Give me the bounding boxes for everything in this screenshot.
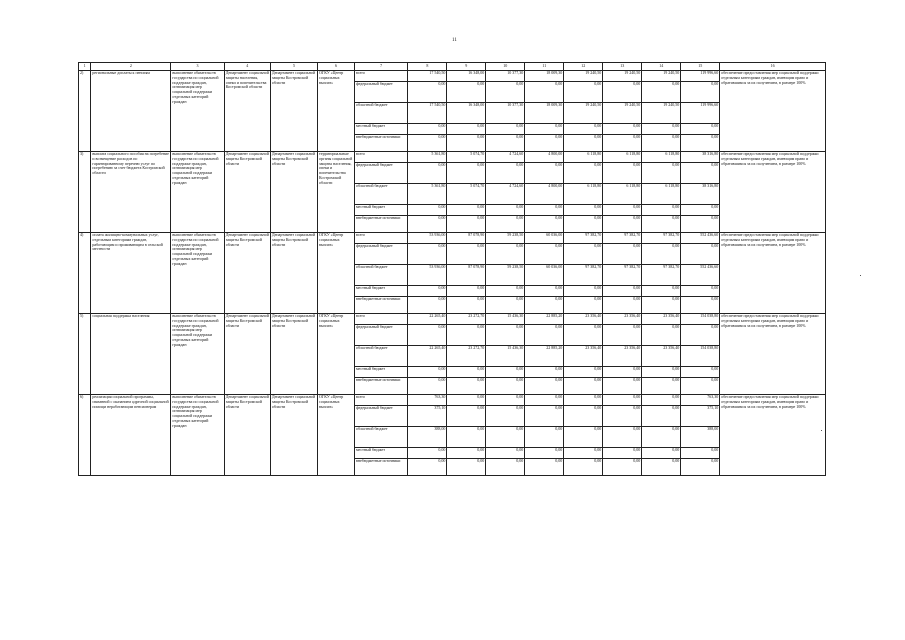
funding-value: 87 078,90 (447, 233, 486, 244)
funding-value: 0,00 (564, 244, 603, 265)
funding-value: 0,00 (447, 448, 486, 459)
funding-value: 0,00 (642, 163, 681, 184)
funding-value: 6 118,80 (603, 184, 642, 205)
table-row (79, 395, 826, 406)
funding-value: 22 265,40 (408, 346, 447, 367)
funding-value: 0,00 (525, 448, 564, 459)
funding-value: 552 436,60 (681, 265, 720, 286)
funding-value: 59 238,50 (486, 233, 525, 244)
funding-source-label: областной бюджет (354, 427, 407, 448)
funding-value: 23 356,40 (642, 314, 681, 325)
funding-value: 0,00 (681, 135, 720, 152)
expected-result: обеспечение предоставления мер социальной поддержки отдельным категориям граждан, имеющим право и обратившимся за их получением, в размере 100% (720, 233, 826, 314)
measure-task: выполнение обязательств государства по социальной поддержке граждан, оптимизация мер социальной поддержки отдельных категорий граждан (171, 152, 224, 233)
column-number: 1 (79, 63, 91, 71)
funding-value: 0,00 (564, 395, 603, 406)
column-number: 11 (525, 63, 564, 71)
funding-value: 6 118,80 (642, 152, 681, 163)
co-executor: Департамент социальной защиты Костромской области (270, 395, 317, 476)
funding-source-label: федеральный бюджет (354, 325, 407, 346)
table-row (79, 233, 826, 244)
funding-value: 0,00 (486, 135, 525, 152)
funding-source-label: областной бюджет (354, 265, 407, 286)
row-number: 4) (79, 233, 91, 314)
funding-value: 0,00 (603, 406, 642, 427)
measure-task: выполнение обязательств государства по социальной поддержке граждан, оптимизация мер социальной поддержки отдельных категорий граждан (171, 233, 224, 314)
funding-value: 375,10 (408, 406, 447, 427)
funding-value: 0,00 (525, 459, 564, 476)
funding-source-label: внебюджетные источники (354, 297, 407, 314)
funding-value: 0,00 (642, 427, 681, 448)
funding-value: 0,00 (564, 163, 603, 184)
column-number: 7 (354, 63, 407, 71)
funding-value: 0,00 (486, 395, 525, 406)
funding-source-label: областной бюджет (354, 346, 407, 367)
funding-value: 97 382,70 (603, 233, 642, 244)
funding-source-label: всего (354, 395, 407, 406)
funding-value: 19 240,50 (564, 71, 603, 82)
table-row (79, 71, 826, 82)
funding-value: 0,00 (681, 82, 720, 103)
funding-value: 0,00 (681, 297, 720, 314)
funding-source-label: всего (354, 233, 407, 244)
funding-value: 0,00 (564, 82, 603, 103)
funding-value: 0,00 (447, 297, 486, 314)
scan-speck (821, 430, 822, 431)
measure-name: выплата социального пособия на погребение и возмещение расходов по гарантированному перечню услуг по погребению за счет бюджета Костромской области (91, 152, 171, 233)
funding-value: 0,00 (447, 82, 486, 103)
funding-value: 0,00 (642, 378, 681, 395)
funding-value: 0,00 (447, 378, 486, 395)
funding-value: 97 382,70 (642, 233, 681, 244)
funding-value: 0,00 (642, 406, 681, 427)
funding-value: 19 240,50 (642, 71, 681, 82)
funding-value: 0,00 (564, 286, 603, 297)
funding-value: 0,00 (486, 163, 525, 184)
funding-value: 0,00 (408, 286, 447, 297)
funding-value: 0,00 (564, 459, 603, 476)
funding-value: 0,00 (408, 459, 447, 476)
funding-source-label: областной бюджет (354, 184, 407, 205)
funding-value: 154 038,80 (681, 314, 720, 325)
funding-value: 0,00 (603, 205, 642, 216)
funding-value: 0,00 (408, 124, 447, 135)
funding-value: 0,00 (642, 135, 681, 152)
funding-source-label: всего (354, 314, 407, 325)
funding-value: 119 996,60 (681, 103, 720, 124)
funding-source-label: внебюджетные источники (354, 135, 407, 152)
funding-value: 0,00 (564, 124, 603, 135)
funding-value: 0,00 (525, 244, 564, 265)
funding-value: 0,00 (603, 297, 642, 314)
funding-value: 0,00 (486, 124, 525, 135)
funding-value: 0,00 (642, 459, 681, 476)
column-number: 12 (564, 63, 603, 71)
funding-value: 0,00 (525, 395, 564, 406)
measure-task: выполнение обязательств государства по социальной поддержке граждан, оптимизация мер социальной поддержки отдельных категорий граждан (171, 71, 224, 152)
funding-value: 0,00 (603, 325, 642, 346)
funding-value: 23 356,40 (603, 314, 642, 325)
funding-value: 0,00 (486, 448, 525, 459)
column-number: 2 (91, 63, 171, 71)
funding-value: 0,00 (525, 378, 564, 395)
funding-value: 5 361,80 (408, 184, 447, 205)
funding-value: 60 036,00 (525, 233, 564, 244)
funding-value: 0,00 (603, 427, 642, 448)
funding-value: 0,00 (525, 135, 564, 152)
funding-value: 0,00 (642, 216, 681, 233)
funding-source-label: федеральный бюджет (354, 163, 407, 184)
funding-value: 154 038,80 (681, 346, 720, 367)
responsible-executor: Департамент социальной защиты Костромской области (224, 314, 270, 395)
funding-value: 0,00 (408, 135, 447, 152)
funding-value: 4 800,00 (525, 184, 564, 205)
funding-value: 763,30 (408, 395, 447, 406)
funding-value: 0,00 (564, 427, 603, 448)
funding-value: 388,00 (681, 427, 720, 448)
funding-value: 0,00 (564, 297, 603, 314)
funding-value: 0,00 (681, 325, 720, 346)
recipient: ОГКУ «Центр социальных выплат» (318, 314, 355, 395)
funding-value: 10 377,30 (486, 71, 525, 82)
funding-value: 6 118,80 (564, 152, 603, 163)
funding-value: 59 238,50 (486, 265, 525, 286)
program-table (78, 62, 826, 476)
funding-source-label: всего (354, 152, 407, 163)
column-number: 10 (486, 63, 525, 71)
funding-value: 0,00 (447, 325, 486, 346)
funding-value: 0,00 (408, 378, 447, 395)
funding-value: 0,00 (447, 205, 486, 216)
funding-value: 0,00 (447, 244, 486, 265)
funding-value: 0,00 (408, 82, 447, 103)
funding-value: 0,00 (681, 205, 720, 216)
funding-source-label: федеральный бюджет (354, 82, 407, 103)
funding-value: 0,00 (564, 448, 603, 459)
funding-source-label: федеральный бюджет (354, 244, 407, 265)
funding-value: 0,00 (408, 325, 447, 346)
expected-result: обеспечение предоставления мер социальной поддержки отдельным категориям граждан, имеющим право и обратившимся за их получением, в размере 100% (720, 395, 826, 476)
page-number: 11 (452, 38, 457, 43)
funding-value: 4 724,60 (486, 184, 525, 205)
funding-value: 0,00 (525, 286, 564, 297)
funding-value: 6 118,80 (603, 152, 642, 163)
funding-value: 18 009,30 (525, 103, 564, 124)
funding-value: 38 316,80 (681, 184, 720, 205)
recipient: ОГКУ «Центр социальных выплат» (318, 395, 355, 476)
funding-value: 0,00 (408, 205, 447, 216)
funding-value: 87 078,90 (447, 265, 486, 286)
funding-value: 0,00 (642, 325, 681, 346)
column-number: 8 (408, 63, 447, 71)
recipient: ОГКУ «Центр социальных выплат» (318, 71, 355, 152)
funding-value: 22 885,20 (525, 346, 564, 367)
funding-value: 4 800,00 (525, 152, 564, 163)
funding-value: 0,00 (564, 325, 603, 346)
measure-name: оплата жилищно-коммунальных услуг, отдельным категориям граждан, работающим и проживающим в сельской местности (91, 233, 171, 314)
funding-value: 0,00 (603, 82, 642, 103)
scan-speck (860, 275, 861, 276)
measure-task: выполнение обязательств государства по социальной поддержке граждан, оптимизация мер социальной поддержки отдельных категорий граждан (171, 314, 224, 395)
funding-value: 19 240,50 (603, 103, 642, 124)
funding-value: 0,00 (486, 427, 525, 448)
measure-name: реализация социальной программы, связанной с оказанием адресной социальной помощи неработающим пенсионерам (91, 395, 171, 476)
funding-value: 19 240,50 (642, 103, 681, 124)
column-number: 16 (720, 63, 826, 71)
funding-value: 0,00 (447, 135, 486, 152)
responsible-executor: Департамент социальной защиты Костромской области (224, 395, 270, 476)
funding-source-label: всего (354, 71, 407, 82)
funding-value: 23 356,40 (564, 314, 603, 325)
funding-value: 0,00 (603, 163, 642, 184)
funding-value: 6 118,80 (642, 184, 681, 205)
funding-value: 0,00 (681, 244, 720, 265)
measure-task: выполнение обязательств государства по социальной поддержке граждан, оптимизация мер социальной поддержки отдельных категорий граждан (171, 395, 224, 476)
funding-value: 97 382,70 (642, 265, 681, 286)
funding-value: 0,00 (525, 325, 564, 346)
funding-value: 0,00 (681, 367, 720, 378)
column-number: 5 (270, 63, 317, 71)
funding-value: 0,00 (525, 216, 564, 233)
funding-value: 22 265,40 (408, 314, 447, 325)
funding-value: 15 436,30 (486, 346, 525, 367)
funding-value: 0,00 (603, 135, 642, 152)
column-number: 6 (318, 63, 355, 71)
funding-value: 375,10 (681, 406, 720, 427)
funding-value: 0,00 (681, 378, 720, 395)
funding-value: 0,00 (447, 216, 486, 233)
responsible-executor: Департамент социальной защиты Костромской области (224, 233, 270, 314)
funding-value: 0,00 (408, 216, 447, 233)
funding-value: 0,00 (525, 205, 564, 216)
funding-source-label: местный бюджет (354, 286, 407, 297)
funding-value: 0,00 (603, 286, 642, 297)
column-number: 13 (603, 63, 642, 71)
funding-value: 0,00 (642, 205, 681, 216)
funding-value: 0,00 (486, 325, 525, 346)
funding-value: 0,00 (681, 163, 720, 184)
funding-value: 10 377,30 (486, 103, 525, 124)
funding-value: 0,00 (408, 367, 447, 378)
funding-value: 0,00 (408, 244, 447, 265)
funding-value: 0,00 (447, 395, 486, 406)
funding-value: 23 272,70 (447, 314, 486, 325)
co-executor: Департамент социальной защиты Костромской области (270, 233, 317, 314)
funding-value: 0,00 (681, 286, 720, 297)
funding-value: 0,00 (642, 82, 681, 103)
funding-value: 0,00 (447, 124, 486, 135)
funding-value: 0,00 (603, 367, 642, 378)
funding-value: 5 361,80 (408, 152, 447, 163)
funding-value: 23 356,40 (564, 346, 603, 367)
funding-value: 53 936,00 (408, 265, 447, 286)
funding-value: 17 540,50 (408, 71, 447, 82)
expected-result: обеспечение предоставления мер социальной поддержки отдельным категориям граждан, имеющим право и обратившимся за их получением, в размере 100% (720, 152, 826, 233)
funding-value: 0,00 (564, 406, 603, 427)
responsible-executor: Департамент социальной защиты Костромской области (224, 152, 270, 233)
funding-value: 0,00 (486, 378, 525, 395)
funding-value: 0,00 (603, 244, 642, 265)
funding-value: 0,00 (525, 367, 564, 378)
funding-value: 0,00 (603, 448, 642, 459)
funding-value: 0,00 (564, 205, 603, 216)
funding-value: 0,00 (408, 297, 447, 314)
expected-result: обеспечение предоставления мер социальной поддержки отдельным категориям граждан, имеющим право и обратившимся за их получением, в размере 100% (720, 71, 826, 152)
funding-value: 0,00 (486, 244, 525, 265)
funding-value: 0,00 (642, 297, 681, 314)
funding-value: 0,00 (681, 448, 720, 459)
recipient: территориальные органы социальной защиты населения, опеки и попечительства Костромской области (318, 152, 355, 233)
funding-value: 0,00 (525, 427, 564, 448)
funding-source-label: местный бюджет (354, 448, 407, 459)
funding-value: 0,00 (642, 124, 681, 135)
funding-source-label: внебюджетные источники (354, 378, 407, 395)
funding-value: 5 074,70 (447, 152, 486, 163)
funding-value: 19 240,50 (564, 103, 603, 124)
responsible-executor: Департамент социальной защиты населения, опеки и попечительства Костромской области (224, 71, 270, 152)
funding-source-label: внебюджетные источники (354, 216, 407, 233)
column-number: 15 (681, 63, 720, 71)
funding-value: 23 356,40 (642, 346, 681, 367)
funding-value: 0,00 (525, 406, 564, 427)
funding-source-label: внебюджетные источники (354, 459, 407, 476)
funding-value: 97 382,70 (564, 233, 603, 244)
funding-value: 0,00 (564, 367, 603, 378)
funding-value: 97 382,70 (564, 265, 603, 286)
funding-value: 6 118,80 (564, 184, 603, 205)
funding-value: 17 540,50 (408, 103, 447, 124)
co-executor: Департамент социальной защиты Костромской области (270, 152, 317, 233)
funding-value: 0,00 (408, 163, 447, 184)
funding-value: 0,00 (525, 124, 564, 135)
funding-value: 97 382,70 (603, 265, 642, 286)
funding-value: 15 436,30 (486, 314, 525, 325)
expected-result: обеспечение предоставления мер социальной поддержки отдельным категориям граждан, имеющим право и обратившимся за их получением, в размере 100% (720, 314, 826, 395)
funding-value: 0,00 (486, 459, 525, 476)
funding-value: 0,00 (486, 205, 525, 216)
funding-value: 53 936,00 (408, 233, 447, 244)
funding-value: 23 272,70 (447, 346, 486, 367)
funding-value: 0,00 (564, 378, 603, 395)
co-executor: Департамент социальной защиты Костромской области (270, 314, 317, 395)
funding-value: 22 885,20 (525, 314, 564, 325)
funding-value: 4 724,60 (486, 152, 525, 163)
row-number: 3) (79, 152, 91, 233)
funding-value: 0,00 (603, 395, 642, 406)
funding-value: 0,00 (603, 378, 642, 395)
funding-value: 0,00 (447, 406, 486, 427)
funding-value: 0,00 (603, 216, 642, 233)
funding-value: 0,00 (564, 135, 603, 152)
row-number: 2) (79, 71, 91, 152)
row-number: 5) (79, 314, 91, 395)
funding-value: 0,00 (408, 448, 447, 459)
funding-source-label: федеральный бюджет (354, 406, 407, 427)
funding-source-label: областной бюджет (354, 103, 407, 124)
funding-value: 38 316,80 (681, 152, 720, 163)
funding-value: 18 009,30 (525, 71, 564, 82)
funding-value: 0,00 (486, 216, 525, 233)
funding-value: 16 348,00 (447, 103, 486, 124)
funding-value: 0,00 (681, 216, 720, 233)
funding-value: 0,00 (642, 367, 681, 378)
funding-value: 0,00 (447, 286, 486, 297)
funding-value: 19 240,50 (603, 71, 642, 82)
funding-value: 763,30 (681, 395, 720, 406)
funding-value: 5 074,70 (447, 184, 486, 205)
column-number: 14 (642, 63, 681, 71)
measure-name: региональные доплаты к пенсиям (91, 71, 171, 152)
funding-value: 552 436,60 (681, 233, 720, 244)
funding-value: 0,00 (603, 124, 642, 135)
table-body (79, 63, 826, 476)
funding-value: 0,00 (525, 163, 564, 184)
column-number: 4 (224, 63, 270, 71)
funding-source-label: местный бюджет (354, 367, 407, 378)
funding-value: 0,00 (447, 163, 486, 184)
funding-value: 0,00 (642, 244, 681, 265)
funding-value: 0,00 (447, 459, 486, 476)
funding-value: 0,00 (486, 286, 525, 297)
recipient: ОГКУ «Центр социальных выплат» (318, 233, 355, 314)
funding-value: 119 996,60 (681, 71, 720, 82)
funding-source-label: местный бюджет (354, 124, 407, 135)
funding-value: 0,00 (447, 427, 486, 448)
co-executor: Департамент социальной защиты Костромской области (270, 71, 317, 152)
funding-value: 0,00 (642, 286, 681, 297)
funding-value: 388,00 (408, 427, 447, 448)
funding-value: 0,00 (642, 448, 681, 459)
funding-value: 0,00 (525, 82, 564, 103)
funding-value: 0,00 (681, 124, 720, 135)
column-number: 3 (171, 63, 224, 71)
row-number: 6) (79, 395, 91, 476)
measure-name: социальная поддержка населения (91, 314, 171, 395)
funding-value: 23 356,40 (603, 346, 642, 367)
funding-value: 0,00 (603, 459, 642, 476)
funding-value: 0,00 (681, 459, 720, 476)
funding-value: 0,00 (642, 395, 681, 406)
funding-value: 16 348,00 (447, 71, 486, 82)
funding-value: 0,00 (486, 297, 525, 314)
funding-value: 60 036,00 (525, 265, 564, 286)
column-number: 9 (447, 63, 486, 71)
funding-value: 0,00 (486, 82, 525, 103)
funding-value: 0,00 (564, 216, 603, 233)
table-row (79, 314, 826, 325)
header-row (79, 63, 826, 71)
funding-value: 0,00 (486, 367, 525, 378)
table-row (79, 152, 826, 163)
funding-source-label: местный бюджет (354, 205, 407, 216)
funding-value: 0,00 (486, 406, 525, 427)
funding-value: 0,00 (525, 297, 564, 314)
funding-value: 0,00 (447, 367, 486, 378)
